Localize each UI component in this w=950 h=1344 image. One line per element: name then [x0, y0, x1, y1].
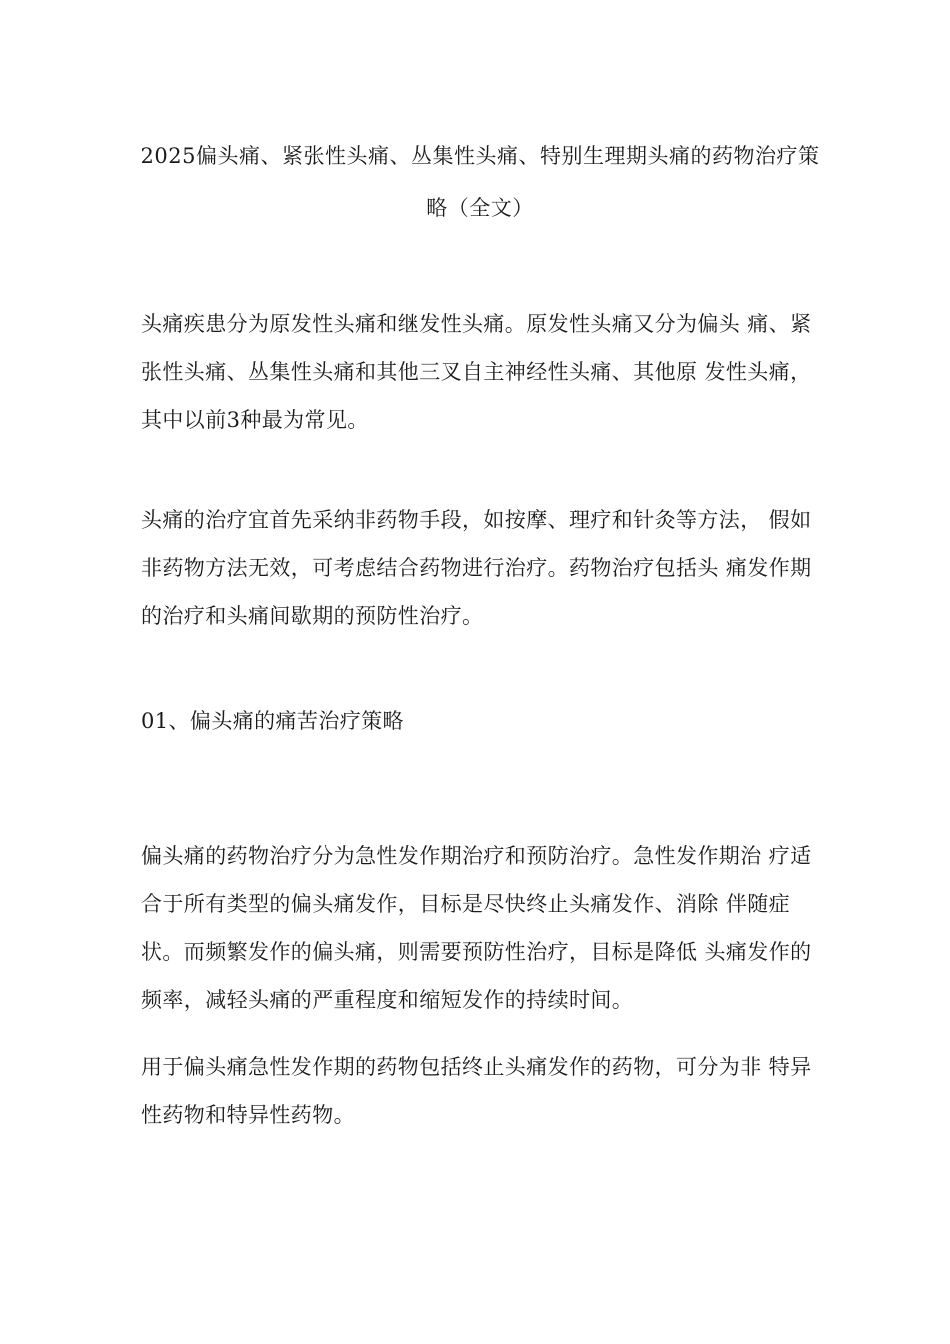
section-heading: [141, 697, 831, 745]
paragraph-line: 用于偏头痛急性发作期的药物包括终止头痛发作的药物，可分为非 特异: [141, 1055, 812, 1079]
document-title-line-2: 略（全文）: [426, 196, 534, 220]
paragraph-line: 非药物方法无效，可考虑结合药物进行治疗。药物治疗包括头 痛发作期: [141, 556, 812, 580]
paragraph-line: 频率，减轻头痛的严重程度和缩短发作的持续时间。: [141, 988, 634, 1012]
paragraph-line: 偏头痛的药物治疗分为急性发作期治疗和预防治疗。急性发作期治 疗适: [141, 844, 812, 868]
document-title-line-1: 2025偏头痛、紧张性头痛、丛集性头痛、特别生理期头痛的药物治疗策: [140, 144, 820, 168]
paragraph-line: 性药物和特异性药物。: [141, 1103, 355, 1127]
paragraph-line: 张性头痛、丛集性头痛和其他三叉自主神经性头痛、其他原 发性头痛，: [141, 360, 812, 384]
paragraph-line: 状。而频繁发作的偏头痛，则需要预防性治疗，目标是降低 头痛发作的: [141, 940, 812, 964]
paragraph-line: 合于所有类型的偏头痛发作，目标是尽快终止头痛发作、消除 伴随症: [141, 892, 791, 916]
paragraph-acute-drugs: [141, 1043, 831, 1139]
paragraph-treatment: [141, 496, 831, 640]
paragraph-migraine-therapy: [141, 832, 831, 1024]
paragraph-line: 头痛的治疗宜首先采纳非药物手段，如按摩、理疗和针灸等方法， 假如: [141, 508, 812, 532]
paragraph-line: 的治疗和头痛间歇期的预防性治疗。: [141, 604, 484, 628]
paragraph-intro: [141, 300, 831, 444]
section-heading-text: 01、偏头痛的痛苦治疗策略: [141, 709, 404, 733]
paragraph-line: 其中以前3种最为常见。: [141, 408, 369, 432]
paragraph-line: 头痛疾患分为原发性头痛和继发性头痛。原发性头痛又分为偏头 痛、紧: [141, 312, 812, 336]
